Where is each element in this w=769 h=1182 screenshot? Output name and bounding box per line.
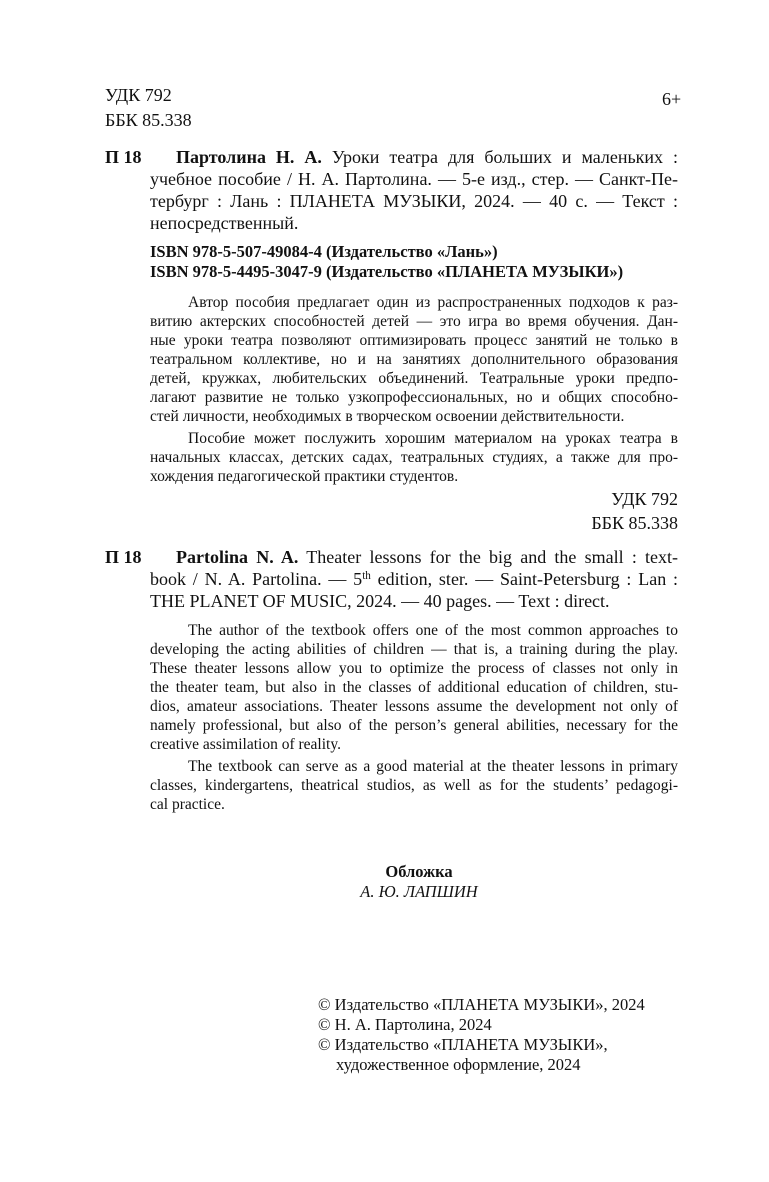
- ru-entry-line-3: тербург : Лань : ПЛАНЕТА МУЗЫКИ, 2024. — 40 с. — Текст :: [150, 191, 678, 211]
- ru-abstract-line: детей, кружках, любительских объединений. Театральные уроки предпо-: [150, 370, 678, 387]
- en-abstract-line: classes, kindergartens, theatrical studios, as well as for the students’ pedagogi-: [150, 777, 678, 794]
- ru-entry-title: Уроки театра для больших и маленьких :: [331, 147, 679, 167]
- en-entry-line-3: THE PLANET OF MUSIC, 2024. — 40 pages. — Text : direct.: [150, 591, 610, 611]
- ru-abstract-line: стей личности, необходимых в творческом освоении действительности.: [150, 408, 625, 425]
- en-abstract-line: dios, amateur associations. Theater lessons assume the development not only of: [150, 698, 678, 715]
- en-entry-line-1: [176, 546, 678, 568]
- cover-artist-name: А. Ю. ЛАПШИН: [360, 882, 478, 901]
- ru-abstract-line: лагают развитие не только узкопрофессиональных, но и общих способно-: [150, 389, 678, 406]
- ru-abstract-line: начальных классах, детских садах, театральных студиях, а также для про-: [150, 449, 678, 466]
- en-abstract-line: cal practice.: [150, 796, 225, 813]
- ru-entry-bbk: ББК 85.338: [591, 513, 678, 533]
- ru-abstract-line: хождения педагогической практики студентов.: [150, 468, 459, 485]
- isbn-planet: ISBN 978-5-4495-3047-9 (Издательство «ПЛАНЕТА МУЗЫКИ»): [150, 262, 624, 281]
- en-entry-author: Partolina N. A.: [176, 547, 299, 567]
- copyright-line: художественное оформление, 2024: [336, 1055, 581, 1074]
- en-entry-line-2-b: edition, ster. — Saint-Petersburg : Lan :: [370, 569, 678, 589]
- en-entry-code: П 18: [105, 547, 142, 567]
- en-abstract-line: developing the acting abilities of children — that is, a training during the play.: [150, 641, 678, 658]
- en-abstract-line: creative assimilation of reality.: [150, 736, 341, 753]
- header-bbk: ББК 85.338: [105, 110, 192, 130]
- ru-abstract-line: ные уроки театра позволяют оптимизировать процесс занятий не только в: [150, 332, 678, 349]
- ru-entry-line-1: [176, 146, 678, 168]
- copyright-line: © Н. А. Партолина, 2024: [318, 1015, 492, 1034]
- age-rating: 6+: [662, 89, 682, 109]
- en-entry-line-2: [150, 568, 678, 590]
- en-abstract-line: The author of the textbook offers one of the most common approaches to: [188, 622, 678, 639]
- en-abstract-line: The textbook can serve as a good material at the theater lessons in primary: [188, 758, 678, 775]
- ru-entry-author: Партолина Н. А.: [176, 147, 322, 167]
- ru-entry-line-4: непосредственный.: [150, 213, 299, 233]
- en-entry-title: Theater lessons for the big and the small : text-: [306, 547, 679, 567]
- copyright-line: © Издательство «ПЛАНЕТА МУЗЫКИ»,: [318, 1035, 608, 1054]
- copyright-line: © Издательство «ПЛАНЕТА МУЗЫКИ», 2024: [318, 995, 645, 1014]
- en-abstract-line: namely professional, but also of the person’s general abilities, necessary for the: [150, 717, 678, 734]
- ru-entry-code: П 18: [105, 147, 142, 167]
- ru-abstract-line: Автор пособия предлагает один из распространенных подходов к раз-: [188, 294, 678, 311]
- ru-entry-udk: УДК 792: [611, 489, 678, 509]
- ru-abstract-line: Пособие может послужить хорошим материалом на уроках театра в: [188, 430, 678, 447]
- isbn-lan: ISBN 978-5-507-49084-4 (Издательство «Лань»): [150, 242, 498, 261]
- header-udk: УДК 792: [105, 85, 172, 105]
- en-entry-line-2-a: book / N. A. Partolina. — 5: [150, 569, 363, 589]
- en-abstract-line: the theater team, but also in the classes of additional education of children, stu-: [150, 679, 678, 696]
- ru-abstract-line: театральном коллективе, но и на занятиях дополнительного образования: [150, 351, 678, 368]
- en-abstract-line: These theater lessons allow you to optimize the process of classes not only in: [150, 660, 678, 677]
- ru-entry-line-2: учебное пособие / Н. А. Партолина. — 5-е изд., стер. — Санкт-Пе-: [150, 169, 678, 189]
- cover-credit-label: Обложка: [385, 862, 453, 881]
- ru-abstract-line: витию актерских способностей детей — это игра во время обучения. Дан-: [150, 313, 678, 330]
- edition-ordinal: th: [362, 569, 371, 582]
